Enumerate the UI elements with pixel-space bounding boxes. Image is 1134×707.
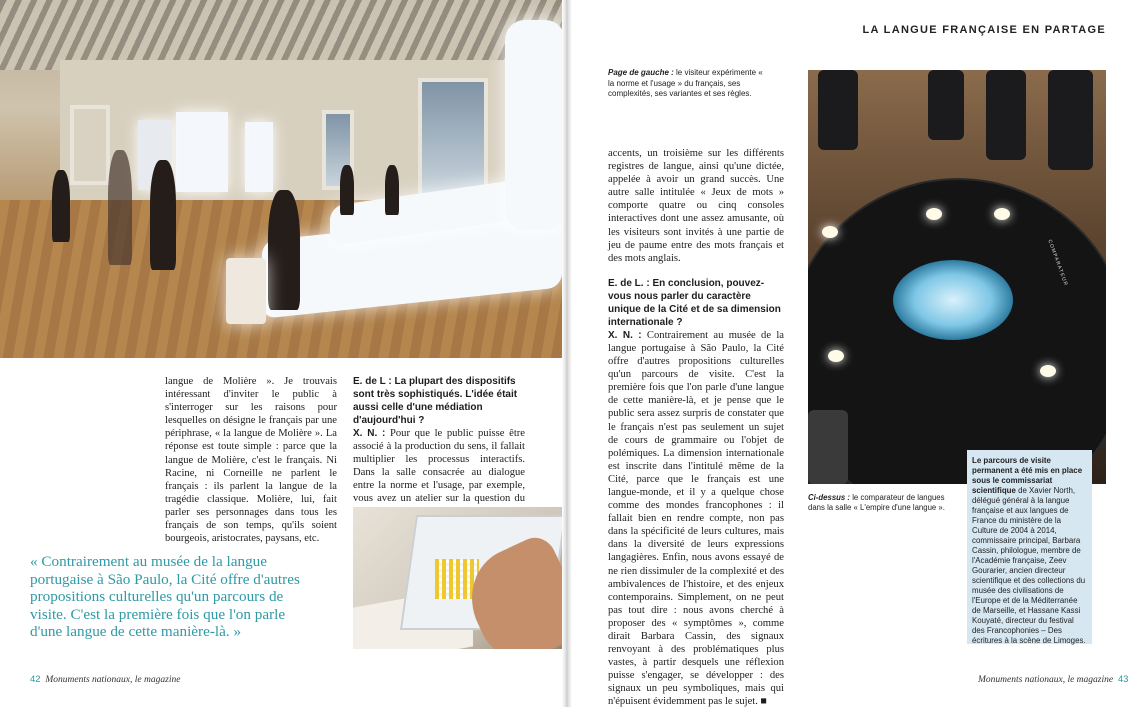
article-column-2 <box>353 375 525 519</box>
left-folio <box>30 674 180 685</box>
caption-left-page <box>608 68 768 100</box>
column-3-intro: accents, un troisième sur les différents registres de langue, ainsi qu'une dictée, appelée à avoir un grand succès. Une autre salle intitulée « Jeux de mots » comporte quatre ou cinq consoles interactives dont une assez amusante, où les visiteurs sont invités à une partie de jeu de paume entre des mots français et des mots anglais. <box>608 148 784 264</box>
right-magazine-title: Monuments nationaux, le magazine <box>978 675 1114 685</box>
caption-photo <box>808 493 958 513</box>
language-comparator-photo <box>808 70 1106 484</box>
article-column-3 <box>608 147 784 707</box>
right-folio <box>978 674 1128 685</box>
interview-question-2: E. de L. : En conclusion, pouvez-vous nous parler du caractère unique de la Cité et de sa dimension internationale ? <box>608 277 781 328</box>
caption-top-label: Page de gauche : <box>608 68 674 77</box>
info-box-lead: Le parcours de visite permanent a été mis en place sous le commissariat scientifique <box>972 456 1083 495</box>
caption-top-text: le visiteur expérimente « la norme et l'usage » du français, ses complexités, ses variantes et ses règles. <box>608 68 763 98</box>
left-magazine-title: Monuments nationaux, le magazine <box>45 675 181 685</box>
interview-answer-1: Pour que le public puisse être associé à la production du sens, il fallait multiplier les processus interactifs. Dans la salle consacrée au dialogue entre la norme et l'usage, par exemple, vous avez un atelier sur la question du <box>353 428 525 505</box>
exhibition-room-photo <box>0 0 567 358</box>
info-box <box>967 450 1092 644</box>
comparator-label: COMPARATEUR <box>1046 238 1069 288</box>
column-1-text: langue de Molière ». Je trouvais intéressant d'inviter le public à s'interroger sur les raisons pour lesquelles on désigne le français par une périphrase, « la langue de Molière ». La réponse est toute simple : parce que la langue de Molière, c'est le français. Ni Racine, ni Corneille ne parlent le français : ils parlent la langue de la tragédie classique. Molière, lui, fait parler ses personnages dans tous les français de son temps, qu'ils soient bourgeois, aristocrates, paysans, etc. <box>165 376 337 545</box>
right-page-number: 43 <box>1117 674 1129 685</box>
touchscreen-photo <box>353 507 566 649</box>
speaker-label: X. N. : <box>353 428 386 439</box>
pull-quote: « Contrairement au musée de la langue portugaise à São Paulo, la Cité offre d'autres propositions culturelles qu'un parcours de visite. C'est la première fois que l'on parle d'une langue de cette manière-là. » <box>30 553 300 641</box>
left-page-number: 42 <box>30 674 41 685</box>
interview-question-1: E. de L : La plupart des dispositifs sont très sophistiqués. L'idée était aussi celle d'une médiation d'aujourd'hui ? <box>353 376 518 426</box>
info-box-text: de Xavier North, délégué général à la langue française et aux langues de France du ministère de la Culture de 2004 à 2014, commissaire principal, Barbara Cassin, philologue, membre de l'Académie française, Zeev Gourarier, ancien directeur scientifique et des collections du musée des civilisations de l'Europe et de la Méditerranée de Marseille, et Hassane Kassi Kouyaté, directeur du festival des Francophonies – Des écritures à la scène de Limoges. <box>972 486 1086 645</box>
caption-bottom-text: le comparateur de langues dans la salle « L'empire d'une langue ». <box>808 493 945 512</box>
running-head: LA LANGUE FRANÇAISE EN PARTAGE <box>862 24 1106 36</box>
page-gutter <box>562 0 572 707</box>
article-column-1 <box>165 375 337 545</box>
caption-bottom-label: Ci-dessus : <box>808 493 851 502</box>
speaker-label-2: X. N. : <box>608 329 642 341</box>
interview-answer-2: Contrairement au musée de la langue portugaise à São Paulo, la Cité offre d'autres propositions culturelles qu'un parcours de visite. C'est la première fois que l'on parle d'une langue de cette manière-là, et je pense que le public sera assez surpris de constater que le français n'est pas seulement un sujet de cours de grammaire ou l'objet de polémiques. La dimension internationale est inscrite dans l'intitulé même de la Cité, parce que le français est une langue-monde, et il y a quelque chose comme des mondes francophones : il fallait bien en rendre compte, non pas dans la spécificité de leurs cultures, mais dans la diversité de leurs expressions langagières. Enfin, nous avons essayé de ne rien dissimuler de la complexité et des ambivalences de l'histoire, et des enjeux contemporains. Simplement, on ne peut pas tout dire : nous avons cherché à proposer des « symptômes », comme dirait Barbara Cassin, des signaux renvoyant à des problématiques plus vastes, à partir desquels une réflexion puisse s'engager, se développer : des signaux un peu symboliques, mais qui n'épuisent évidemment pas le sujet. ■ <box>608 329 784 707</box>
